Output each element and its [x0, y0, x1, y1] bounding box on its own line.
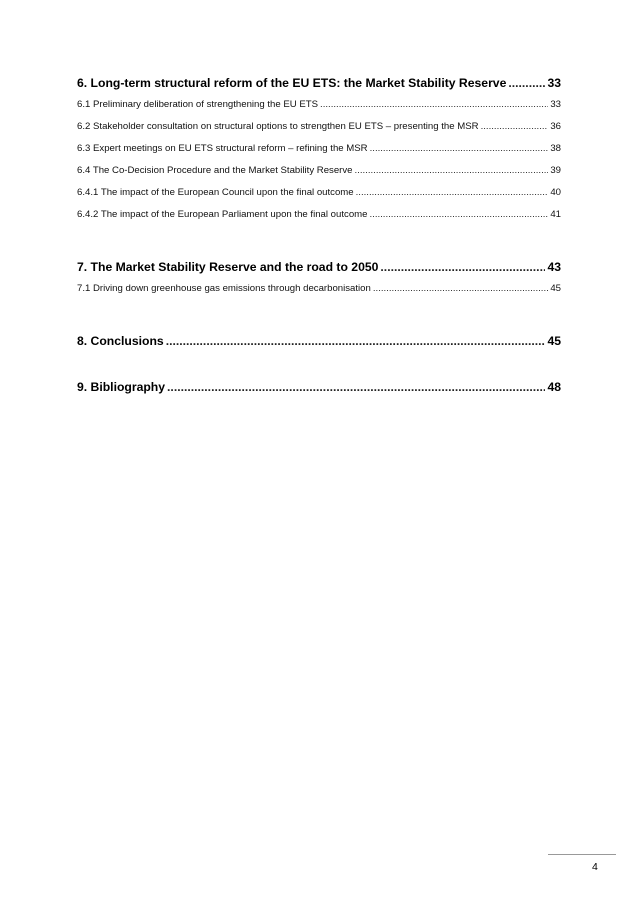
toc-entry-section-8[interactable] [77, 330, 561, 352]
section-gap [77, 300, 561, 330]
toc-entry-title: 8. Conclusions [77, 334, 164, 348]
toc-entry-page: 39 [550, 165, 561, 176]
dot-leader [166, 330, 546, 352]
toc-entry-6-4-2[interactable] [77, 204, 561, 226]
dot-leader [167, 376, 545, 398]
dot-leader [355, 160, 549, 182]
toc-entry-page: 38 [550, 143, 561, 154]
toc-entry-page: 41 [550, 209, 561, 220]
toc-entry-section-7[interactable] [77, 256, 561, 278]
toc-entry-section-9[interactable] [77, 376, 561, 398]
dot-leader [320, 94, 548, 116]
dot-leader [356, 182, 549, 204]
toc-entry-page: 33 [550, 99, 561, 110]
toc-entry-title: 6.1 Preliminary deliberation of strengthening the EU ETS [77, 99, 319, 110]
footer-rule [548, 854, 616, 855]
toc-entry-title: 6.4.1 The impact of the European Council upon the final outcome [77, 187, 354, 198]
dot-leader [508, 72, 545, 94]
toc-entry-6-3[interactable] [77, 138, 561, 160]
toc-entry-6-2[interactable] [77, 116, 561, 138]
toc-entry-page: 36 [550, 121, 561, 132]
toc-entry-page: 33 [547, 76, 561, 90]
toc-entry-6-4[interactable] [77, 160, 561, 182]
toc-entry-title: 7. The Market Stability Reserve and the road to 2050 [77, 260, 379, 274]
dot-leader [373, 278, 548, 300]
toc-entry-6-4-1[interactable] [77, 182, 561, 204]
dot-leader [481, 116, 549, 138]
toc-entry-7-1[interactable] [77, 278, 561, 300]
dot-leader [370, 138, 549, 160]
toc-entry-title: 6.4 The Co-Decision Procedure and the Market Stability Reserve [77, 165, 353, 176]
toc-entry-section-6[interactable] [77, 72, 561, 94]
section-gap [77, 352, 561, 376]
toc-entry-6-1[interactable] [77, 94, 561, 116]
toc-entry-page: 45 [550, 283, 561, 294]
toc-entry-page: 48 [547, 380, 561, 394]
table-of-contents [77, 72, 561, 398]
toc-entry-title: 9. Bibliography [77, 380, 166, 394]
toc-entry-title: 6.4.2 The impact of the European Parliament upon the final outcome [77, 209, 368, 220]
section-gap [77, 226, 561, 256]
dot-leader [380, 256, 545, 278]
toc-entry-title: 7.1 Driving down greenhouse gas emissions through decarbonisation [77, 283, 371, 294]
toc-entry-title: 6.2 Stakeholder consultation on structural options to strengthen EU ETS – presenting the MSR [77, 121, 479, 132]
dot-leader [369, 204, 548, 226]
toc-entry-page: 43 [547, 260, 561, 274]
toc-entry-page: 40 [550, 187, 561, 198]
toc-entry-title: 6.3 Expert meetings on EU ETS structural reform – refining the MSR [77, 143, 368, 154]
toc-entry-page: 45 [547, 334, 561, 348]
page-number: 4 [592, 861, 598, 873]
toc-entry-title: 6. Long-term structural reform of the EU ETS: the Market Stability Reserve [77, 76, 507, 90]
